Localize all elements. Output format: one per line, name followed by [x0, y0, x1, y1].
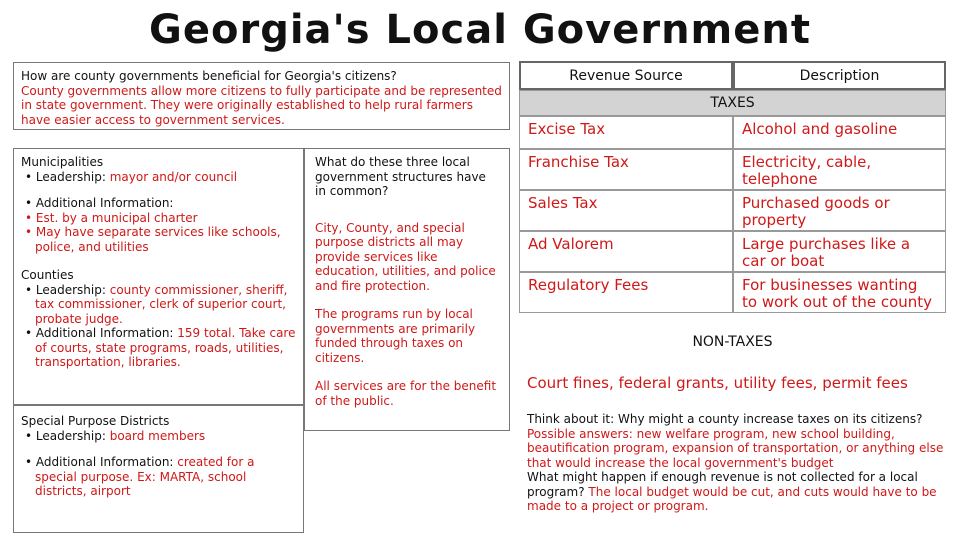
think-question-2: What might happen if enough revenue is not collected for a local program?	[527, 470, 918, 499]
special-heading: Special Purpose Districts	[21, 414, 170, 428]
municipalities-info-1: • Additional Information:	[21, 196, 296, 211]
counties-heading: Counties	[21, 268, 74, 282]
row-desc-sales: Purchased goods or property	[733, 190, 946, 231]
description-header: Description	[733, 61, 946, 90]
row-desc-excise: Alcohol and gasoline	[733, 116, 946, 149]
municipalities-info-2: • Est. by a municipal charter	[21, 211, 296, 226]
special-leadership: • Leadership: board members	[21, 429, 296, 444]
special-box	[13, 405, 304, 533]
row-source-franchise: Franchise Tax	[519, 149, 733, 190]
common-answer-3: All services are for the benefit of the public.	[315, 379, 497, 408]
nontaxes-value: Court fines, federal grants, utility fees, permit fees	[527, 374, 908, 392]
common-box	[304, 148, 510, 431]
row-source-sales: Sales Tax	[519, 190, 733, 231]
common-answer-2: The programs run by local governments are primarily funded through taxes on citizens.	[315, 307, 476, 365]
structures-box	[13, 148, 304, 405]
common-question: What do these three local government structures have in common?	[315, 155, 486, 198]
intro-answer: County governments allow more citizens to fully participate and be represented in state government. They were originally established to help rural farmers have easier access to government services.	[21, 83, 502, 127]
counties-leadership: • Leadership: county commissioner, sheriff, tax commissioner, clerk of superior court, probate judge.	[21, 283, 296, 327]
common-answer-1: City, County, and special purpose districts all may provide services like education, utilities, and police and fire protection.	[315, 220, 496, 293]
intro-box	[13, 62, 510, 130]
think-answer-1: Possible answers: new welfare program, new school building, beautification program, expansion of transportation, or anything else that would increase the local government's budget	[527, 426, 944, 470]
row-source-advalorem: Ad Valorem	[519, 231, 733, 272]
municipalities-heading: Municipalities	[21, 155, 104, 169]
nontaxes-label: NON-TAXES	[692, 334, 773, 350]
row-desc-advalorem: Large purchases like a car or boat	[733, 231, 946, 272]
row-source-regulatory: Regulatory Fees	[519, 272, 733, 313]
row-desc-regulatory: For businesses wanting to work out of the county	[733, 272, 946, 313]
revenue-table	[519, 61, 946, 354]
think-answer-2: The local budget would be cut, and cuts would have to be made to a project or program.	[527, 484, 937, 513]
page-title: Georgia's Local Government	[149, 7, 811, 53]
think-about-it	[527, 412, 945, 534]
intro-question: How are county governments beneficial for Georgia's citizens?	[21, 69, 397, 83]
special-info: • Additional Information: created for a special purpose. Ex: MARTA, school districts, airport	[21, 455, 296, 499]
municipalities-leadership: • Leadership: mayor and/or council	[21, 170, 296, 185]
think-question-1: Think about it: Why might a county increase taxes on its citizens?	[527, 412, 923, 426]
municipalities-info-3: • May have separate services like schools, police, and utilities	[21, 225, 296, 254]
taxes-band: TAXES	[519, 90, 946, 116]
row-desc-franchise: Electricity, cable, telephone	[733, 149, 946, 190]
counties-info: • Additional Information: 159 total. Take care of courts, state programs, roads, utilities, transportation, libraries.	[21, 326, 296, 370]
row-source-excise: Excise Tax	[519, 116, 733, 149]
revenue-source-header: Revenue Source	[519, 61, 733, 90]
